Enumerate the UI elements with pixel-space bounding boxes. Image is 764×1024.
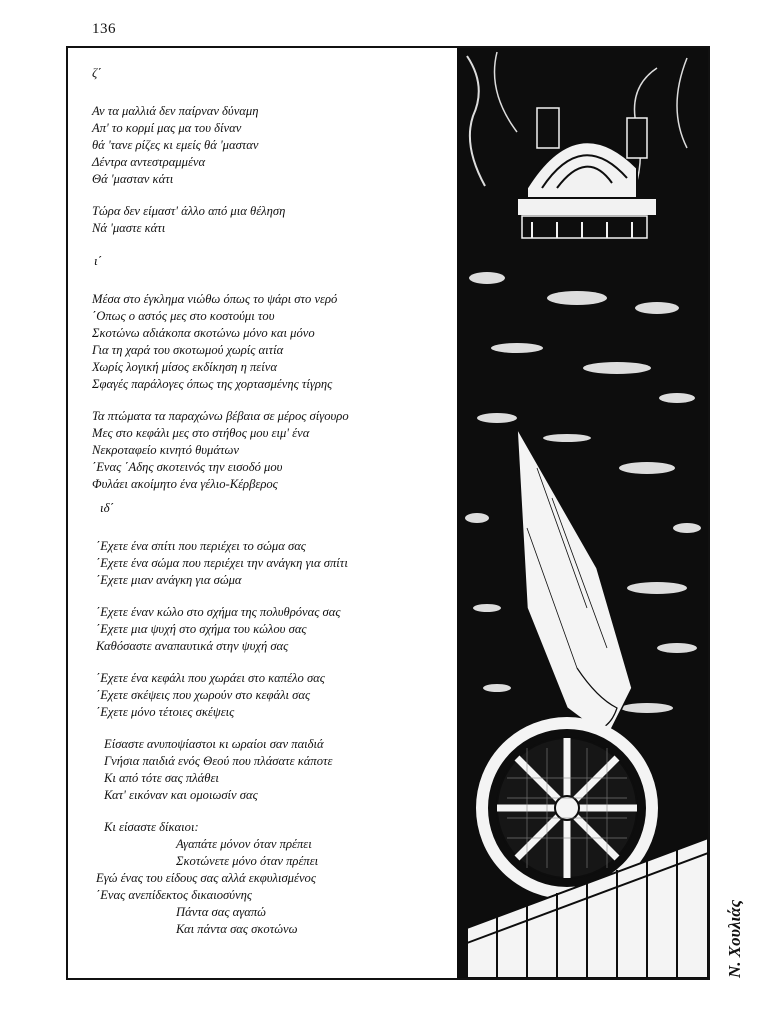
signature-text: Ν. Χουλιάς (725, 899, 744, 978)
poem-line: Τώρα δεν είμαστ' άλλο από μια θέληση (92, 204, 286, 218)
poem-line: Αγαπάτε μόνον όταν πρέπει (176, 837, 312, 851)
poem-line: Θά 'μασταν κάτι (92, 172, 174, 186)
poem-line: Και πάντα σας σκοτώνω (176, 922, 298, 936)
poem-line: θά 'τανε ρίζες κι εμείς θά 'μασταν (92, 138, 259, 152)
poem-line: Κατ' εικόναν και ομοιωσίν σας (104, 788, 258, 802)
poem-line: ΄Εχετε ένα σπίτι που περιέχει το σώμα σας (96, 539, 306, 553)
poem-line: Σφαγές παράλογες όπως της χορτασμένης τίγρης (92, 377, 333, 391)
poem-column (92, 64, 452, 938)
illustration-drawing (457, 48, 708, 978)
poem-line: Νεκροταφείο κινητό θυμάτων (92, 443, 239, 457)
poem-line: Για τη χαρά του σκοτωμού χωρίς αιτία (92, 343, 284, 357)
poem-line: Σκοτώνετε μόνο όταν πρέπει (176, 854, 319, 868)
poem-line: Χωρίς λογική μίσος εκδίκηση η πείνα (92, 360, 277, 374)
poem-line: Τα πτώματα τα παραχώνω βέβαια σε μέρος σίγουρο (92, 409, 349, 423)
poem-line: Νά 'μαστε κάτι (92, 221, 166, 235)
poem-line: ΄Εχετε ένα σώμα που περιέχει την ανάγκη για σπίτι (96, 556, 348, 570)
poem-line: ΄Ενας ανεπίδεκτος δικαιοσύνης (96, 888, 252, 902)
artist-signature (712, 850, 752, 980)
poem-line: Σκοτώνω αδιάκοπα σκοτώνω μόνο και μόνο (92, 326, 315, 340)
section-mark: ιδ΄ (100, 500, 114, 515)
poem-line: ΄Εχετε μόνο τέτοιες σκέψεις (96, 705, 235, 719)
poem-line: Γνήσια παιδιά ενός Θεού που πλάσατε κάποτε (104, 754, 333, 768)
poem-line: ΄Εχετε μια ψυχή στο σχήμα του κώλου σας (96, 622, 307, 636)
poem-line: Πάντα σας αγαπώ (176, 905, 266, 919)
poem-line: Απ' το κορμί μας μα του δίναν (92, 121, 242, 135)
poem-line: ΄Οπως ο αστός μες στο κοστούμι του (92, 309, 275, 323)
poem-line: Αν τα μαλλιά δεν παίρναν δύναμη (92, 104, 259, 118)
poem-line: Φυλάει ακοίμητο ένα γέλιο-Κέρβερος (92, 477, 278, 491)
poem-line: Εγώ ένας του είδους σας αλλά εκφυλισμένος (96, 871, 316, 885)
poem-line: ΄Εχετε έναν κώλο στο σχήμα της πολυθρόνας σας (96, 605, 341, 619)
poem-line: ΄Εχετε ένα κεφάλι που χωράει στο καπέλο σας (96, 671, 325, 685)
poem-line: Κι από τότε σας πλάθει (104, 771, 219, 785)
poem-line: Κι είσαστε δίκαιοι: (104, 820, 199, 834)
poem-line: Καθόσαστε αναπαυτικά στην ψυχή σας (96, 639, 289, 653)
ink-illustration (457, 48, 708, 978)
poem-line: Είσαστε ανυποψίαστοι κι ωραίοι σαν παιδιά (104, 737, 324, 751)
section-mark: ζ΄ (92, 65, 102, 80)
poem-line: Μέσα στο έγκλημα νιώθω όπως το ψάρι στο νερό (92, 292, 338, 306)
poem-line: Δέντρα αντεστραμμένα (92, 155, 206, 169)
page-number: 136 (92, 21, 116, 37)
poem-line: ΄Εχετε μιαν ανάγκη για σώμα (96, 573, 242, 587)
poem-line: Μες στο κεφάλι μες στο στήθος μου ειμ' ένα (92, 426, 310, 440)
poem-line: ΄Ενας ΄Αδης σκοτεινός την εισοδό μου (92, 460, 283, 474)
section-mark: ι΄ (94, 253, 102, 268)
poem-line: ΄Εχετε σκέψεις που χωρούν στο κεφάλι σας (96, 688, 311, 702)
